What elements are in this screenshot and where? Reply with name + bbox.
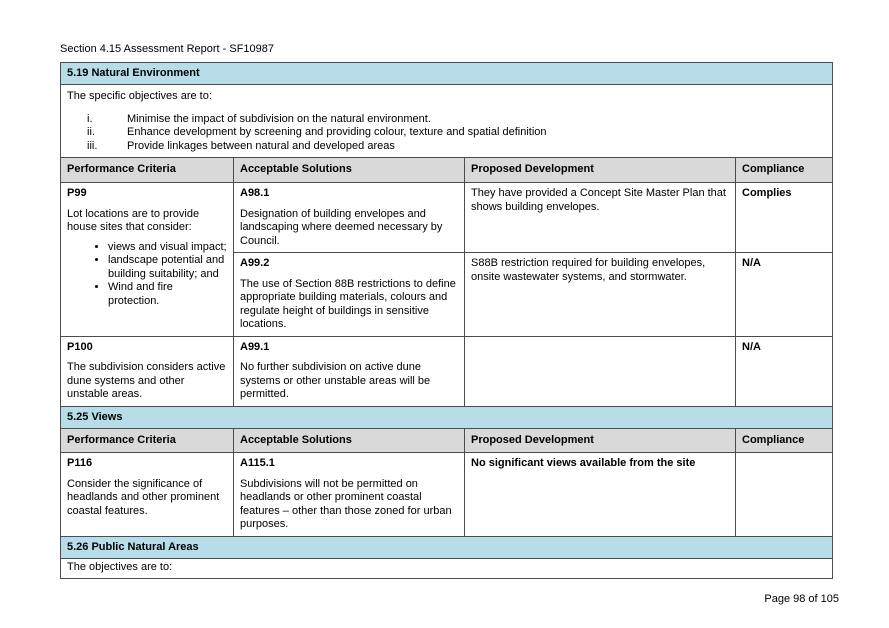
solution-text: Subdivisions will not be permitted on headlands or other prominent coastal features – other than those zoned for urban purposes. (240, 477, 452, 530)
compliance-value: Complies (742, 187, 792, 199)
solution-text: The use of Section 88B restrictions to define appropriate building materials, colours and regulate height of buildings in sensitive locations. (240, 277, 456, 330)
section-band-5-26 (61, 536, 833, 558)
column-header-proposed-development: Proposed Development (465, 158, 736, 183)
cell-a98-1-proposed (465, 183, 736, 253)
solution-code: A98.1 (240, 187, 270, 199)
cell-a99-2-compliance (736, 253, 833, 337)
bullet-item: • views and visual impact; (108, 241, 227, 255)
objectives-cell-5-19 (61, 85, 833, 158)
objective-text: Minimise the impact of subdivision on the natural environment. (127, 112, 431, 125)
solution-code: A115.1 (240, 457, 275, 469)
solution-code: A99.1 (240, 340, 270, 353)
cell-a99-2 (234, 253, 465, 337)
cell-a115-1 (234, 453, 465, 537)
page-content (60, 42, 839, 605)
objectives-intro: The specific objectives are to: (67, 90, 212, 102)
column-header-compliance: Compliance (736, 428, 833, 453)
objectives-row-5-19 (61, 85, 833, 158)
cell-a99-2-proposed (465, 253, 736, 337)
table-row-p116 (61, 453, 833, 537)
solution-text: Designation of building envelopes and landscaping where deemed necessary by Council. (240, 207, 443, 247)
criterion-bullet-list (67, 241, 227, 309)
objectives-list (67, 113, 826, 154)
column-header-acceptable-solutions: Acceptable Solutions (234, 428, 465, 453)
section-band-5-19-title: 5.19 Natural Environment (61, 63, 833, 85)
cell-a99-1 (234, 336, 465, 406)
column-header-proposed-development: Proposed Development (465, 428, 736, 453)
objective-number: i. (87, 112, 93, 125)
objective-text: Enhance development by screening and providing colour, texture and spatial definition (127, 126, 547, 138)
doc-header: Section 4.15 Assessment Report - SF10987 (60, 43, 275, 55)
criterion-text: The subdivision considers active dune systems and other unstable areas. (67, 361, 226, 400)
objective-text: Provide linkages between natural and developed areas (127, 139, 395, 152)
column-header-performance-criteria: Performance Criteria (61, 158, 234, 183)
table-row-p99 (61, 183, 833, 253)
solution-text: No further subdivision on active dune systems or other unstable areas will be permitted. (240, 361, 431, 400)
objective-number: ii. (87, 126, 95, 138)
bullet-item: • Wind and fire protection. (108, 281, 227, 308)
cell-p99 (61, 183, 234, 337)
criterion-code: P100 (67, 340, 93, 353)
column-header-compliance: Compliance (736, 158, 833, 183)
section-band-5-25-title: 5.25 Views (61, 406, 833, 428)
page-number: Page 98 of 105 (764, 593, 839, 605)
table-header-row-5-19 (61, 158, 833, 183)
proposed-text: No significant views available from the site (471, 457, 696, 469)
column-header-performance-criteria: Performance Criteria (61, 428, 234, 453)
compliance-value: N/A (742, 257, 761, 269)
table-header-row-5-25 (61, 428, 833, 453)
assessment-table (60, 62, 833, 579)
objective-number: iii. (87, 139, 98, 152)
objective-item (87, 126, 826, 140)
solution-code: A99.2 (240, 257, 270, 269)
section-band-5-26-title: 5.26 Public Natural Areas (61, 536, 833, 558)
cell-a98-1 (234, 183, 465, 253)
objective-item (87, 113, 826, 127)
cell-p116-compliance (736, 453, 833, 537)
cell-a98-1-compliance (736, 183, 833, 253)
section-band-5-25 (61, 406, 833, 428)
criterion-code: P99 (67, 187, 87, 199)
cell-p116 (61, 453, 234, 537)
criterion-text: Consider the significance of headlands and other prominent coastal features. (67, 477, 220, 517)
cell-p100-compliance (736, 336, 833, 406)
criterion-code: P116 (67, 457, 93, 469)
proposed-text: S88B restriction required for building envelopes, onsite wastewater systems, and stormwater. (471, 257, 706, 283)
cell-p100 (61, 336, 234, 406)
criterion-text: Lot locations are to provide house sites that consider: (67, 207, 200, 233)
cell-p116-proposed (465, 453, 736, 537)
objectives-cell-5-26: The objectives are to: (61, 558, 833, 579)
bullet-item: • landscape potential and building suitability; and (108, 254, 227, 281)
cell-p100-proposed (465, 336, 736, 406)
section-band-5-19 (61, 63, 833, 85)
objectives-row-5-26 (61, 558, 833, 579)
proposed-text: They have provided a Concept Site Master Plan that shows building envelopes. (471, 187, 726, 213)
compliance-value: N/A (742, 340, 761, 353)
objective-item (87, 140, 826, 154)
table-row-p100 (61, 336, 833, 406)
column-header-acceptable-solutions: Acceptable Solutions (234, 158, 465, 183)
